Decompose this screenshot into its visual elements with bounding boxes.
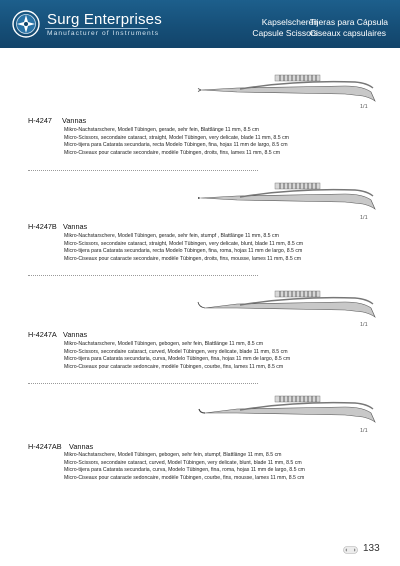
product-name: Vannas [69,442,94,451]
brand-name: Surg Enterprises [47,11,162,28]
desc-german: Mikro-Nachstarschere, Modell Tübingen, gebogen, sehr fein, stumpf, Blattlänge 11 mm, 8.5 cm [64,452,282,458]
title-french: Ciseaux capsulaires [309,27,386,38]
page-number: 133 [363,543,380,554]
desc-english: Micro-Scissors, secondaire cataract, curved, Model Tübingen, very delicate, blade 11 mm, 8.5 cm [64,348,288,355]
product-code: H-4247 [28,116,52,125]
straight-fine-scissors-icon [195,68,380,114]
scale-label: 1/1 [360,215,368,221]
scale-label: 1/1 [360,322,368,328]
section-divider [28,275,258,276]
desc-german: Mikro-Nachstarschere, Modell Tübingen, gerade, sehr fein, Blattlänge 11 mm, 8.5 cm [64,127,260,133]
desc-german: Mikro-Nachstarschere, Modell Tübingen, gerade, sehr fein, stumpf , Blattlänge 11 mm, 8.5 cm [64,233,279,239]
desc-german: Mikro-Nachstarschere, Modell Tübingen, gebogen, sehr fein, Blattlänge 11 mm, 8.5 cm [64,341,264,347]
desc-spanish: Micro-tijera para Catarata secundaria, recta Modelo Tübingen, fina, hojas 11 mm de largo, 8.5 cm [64,142,288,149]
desc-spanish: Micro-tijera para Catarata secundaria, recta Modelo Tübingen, fina, roma, hojas 11 mm de largo, 8.5 cm [64,248,303,255]
product-description [64,233,303,263]
brand-divider [45,28,148,29]
desc-french: Micro-Ciseaux pour cataracte sedoncaire, modèle Tübingen, courbe, fins, lames 11 mm, 8.5 cm [64,363,284,370]
header-titles-es-fr [310,17,388,38]
curved-blunt-scissors-icon [195,387,380,433]
page-header [0,0,400,48]
product-code: H-4247AB [28,442,62,451]
desc-english: Micro-Scissors, secondaire cataract, curved, Model Tübingen, very delicate, blunt, blade 11 mm, 8.5 cm [64,459,302,466]
straight-blunt-scissors-icon [195,174,380,220]
product-code: H-4247B [28,222,57,231]
brand-tagline: Manufacturer of Instruments [47,30,160,37]
title-spanish: Tijeras para Cápsula [309,17,388,27]
title-german: Kapselscheren [261,17,318,27]
product-name: Vannas [63,222,88,231]
desc-english: Micro-Scissors, secondaire cataract, straight, Model Tübingen, very delicate, blunt, blade 11 mm, 8.5 cm [64,240,304,247]
product-name: Vannas [63,330,88,339]
title-english: Capsule Scissors [252,27,318,38]
desc-english: Micro-Scissors, secondaire cataract, straight, Model Tübingen, very delicate, blade 11 mm, 8.5 cm [64,134,289,141]
curved-fine-scissors-icon [195,282,380,328]
scale-label: 1/1 [360,104,368,110]
product-description [64,452,305,482]
company-logo-icon [12,10,40,38]
scale-label: 1/1 [360,428,368,434]
product-name: Vannas [62,116,87,125]
page-marker-icon [343,546,358,554]
desc-french: Micro-Ciseaux pour cataracte secondaire, modèle Tübingen, droits, fins, lames 11 mm, 8.5 cm [64,149,281,156]
product-code: H-4247A [28,330,57,339]
product-description [64,341,290,371]
desc-spanish: Micro-tijera para Catarata secundaria, curva, Modelo Tübingen, fina, hojas 11 mm de largo, 8.5 cm [64,356,291,363]
header-titles-de-en [252,17,318,38]
desc-french: Micro-Ciseaux pour cataracte sedoncaire, modèle Tübingen, courbe, fins, mousse, lames 11 mm, 8.5 cm [64,474,305,481]
section-divider [28,170,258,171]
desc-french: Micro-Ciseaux pour cataracte secondaire, modèle Tübingen, droits, fins, mousse, lames 11 mm, 8.5 cm [64,255,302,262]
product-description [64,127,289,157]
section-divider [28,383,258,384]
desc-spanish: Micro-tijera para Catarata secundaria, curva, Modelo Tübingen, fina, roma, hojas 11 mm de largo, 8.5 cm [64,467,305,474]
